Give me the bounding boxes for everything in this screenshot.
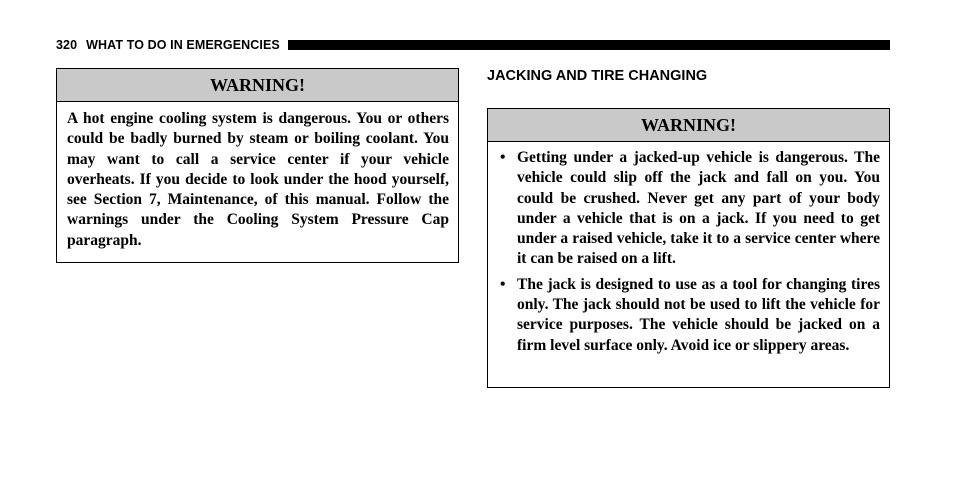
header-rule (288, 40, 890, 50)
chapter-title: WHAT TO DO IN EMERGENCIES (86, 38, 280, 52)
warning-title: WARNING! (488, 109, 889, 142)
cooling-system-warning-box (56, 68, 459, 263)
bullet-text: The jack is designed to use as a tool for changing tires only. The jack should not be used to lift the vehicle for service purposes. The vehicle should be jacked on a firm level surface only. Avoid ice or slippery areas. (517, 275, 880, 354)
warning-text: A hot engine cooling system is dangerous. You or others could be badly burned by steam or boiling coolant. You may want to call a service center if your vehicle overheats. If you decide to look under the hood yourself, see Section 7, Maintenance, of this manual. Follow the warnings under the Cooling System Pressure Cap paragraph. (67, 110, 449, 249)
bullet-icon: • (500, 149, 506, 166)
bullet-icon: • (500, 275, 506, 293)
warning-bullet-item (498, 275, 880, 356)
page-header (56, 37, 890, 53)
warning-bullet-item (498, 148, 880, 270)
jacking-warning-box (487, 108, 890, 388)
warning-bullet-list (498, 148, 880, 356)
page-number: 320 (56, 38, 78, 52)
warning-list-container (488, 142, 889, 356)
bullet-text: Getting under a jacked-up vehicle is dangerous. The vehicle could slip off the jack and fall on you. You could be crushed. Never get any part of your body under a vehicle that is on a jack. If you need to get under a raised vehicle, take it to a service center where it can be raised on a lift. (517, 149, 880, 268)
section-title: JACKING AND TIRE CHANGING (487, 68, 708, 84)
warning-title: WARNING! (57, 69, 458, 102)
